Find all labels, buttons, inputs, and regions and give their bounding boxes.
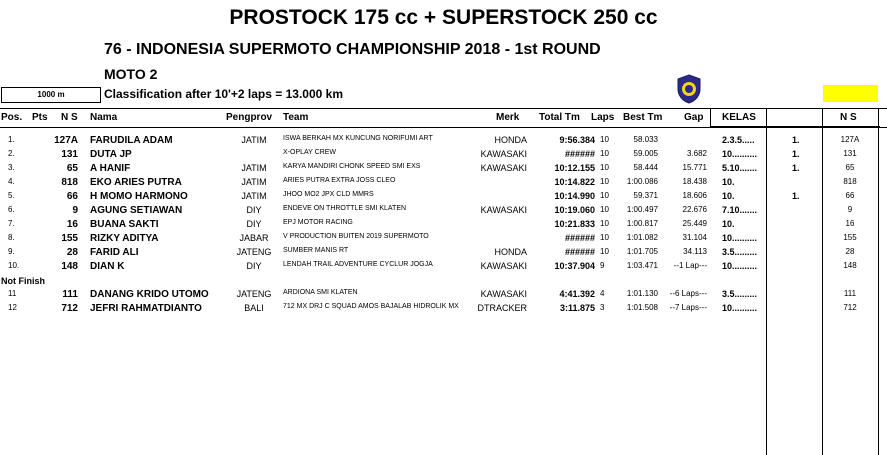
cell-gap: 18.438 [682, 177, 707, 186]
cell-pos: 11 [8, 289, 17, 298]
table-row [0, 191, 887, 203]
cell-kpos: 1. [792, 191, 800, 201]
col-header-pengprov: Pengprov [226, 112, 273, 123]
event-subtitle: 76 - INDONESIA SUPERMOTO CHAMPIONSHIP 2018 - 1st ROUND [104, 41, 601, 58]
cell-merk: KAWASAKI [480, 205, 527, 215]
col-header-team: Team [283, 112, 309, 123]
cell-pos: 12 [8, 303, 17, 312]
cell-laps: 10 [600, 205, 609, 214]
table-row [0, 303, 887, 315]
cell-total: ###### [564, 247, 595, 257]
cell-team: ISWA BERKAH MX KUNCUNG NORIFUMI ART [283, 135, 433, 142]
cell-nama: FARUDILA ADAM [90, 135, 173, 146]
cell-kelas: 10.......... [722, 303, 758, 313]
cell-laps: 10 [600, 233, 609, 242]
cell-pos: 7. [8, 219, 15, 228]
cell-kpos: 1. [792, 149, 800, 159]
table-row [0, 289, 887, 301]
cell-kelas: 10.......... [722, 233, 758, 243]
cell-kelas: 10. [722, 219, 735, 229]
cell-team: V PRODUCTION BUITEN 2019 SUPERMOTO [283, 233, 429, 240]
cell-total: 3:11.875 [559, 303, 595, 313]
table-row [0, 205, 887, 217]
cell-ns2: 16 [845, 219, 855, 228]
cell-laps: 10 [600, 177, 609, 186]
kelas-header-bottom-rule [710, 126, 880, 128]
cell-total: ###### [564, 233, 595, 243]
cell-laps: 10 [600, 247, 609, 256]
table-row [0, 135, 887, 147]
cell-best: 59.371 [633, 191, 658, 200]
cell-best: 1:00.817 [626, 219, 658, 228]
not-finish-label: Not Finish [1, 276, 45, 286]
cell-ns: 66 [66, 191, 78, 202]
cell-ns2: 28 [845, 247, 855, 256]
cell-pengprov: JATENG [236, 289, 272, 299]
cell-kelas: 7.10....... [722, 205, 758, 215]
cell-nama: RIZKY ADITYA [90, 233, 159, 244]
cell-laps: 9 [600, 261, 605, 270]
cell-ns: 16 [66, 219, 78, 230]
cell-pengprov: JATIM [241, 135, 267, 145]
table-row [0, 261, 887, 273]
cell-ns2: 155 [843, 233, 857, 242]
cell-pos: 2. [8, 149, 15, 158]
cell-total: 4:41.392 [559, 289, 595, 299]
cell-pengprov: JATENG [236, 247, 272, 257]
cell-team: JHOO MO2 JPX CLD MMRS [283, 191, 374, 198]
col-header-pos: Pos. [1, 112, 23, 123]
cell-team: SUMBER MANIS RT [283, 247, 349, 254]
table-row [0, 233, 887, 245]
cell-best: 1:01.508 [626, 303, 658, 312]
cell-best: 1:00.497 [626, 205, 658, 214]
cell-nama: H MOMO HARMONO [90, 191, 188, 202]
cell-merk: KAWASAKI [480, 149, 527, 159]
cell-merk: DTRACKER [477, 303, 527, 313]
cell-pos: 3. [8, 163, 15, 172]
cell-merk: KAWASAKI [480, 261, 527, 271]
col-header-best: Best Tm [623, 112, 663, 123]
cell-pengprov: JABAR [239, 233, 269, 243]
cell-gap: --7 Laps--- [669, 303, 707, 312]
cell-laps: 10 [600, 163, 609, 172]
distance-box: 1000 m [1, 87, 101, 103]
cell-gap: --6 Laps--- [669, 289, 707, 298]
cell-gap: 3.682 [686, 149, 707, 158]
cell-nama: DIAN K [90, 261, 125, 272]
cell-pos: 5. [8, 191, 15, 200]
cell-pengprov: BALI [244, 303, 264, 313]
cell-kelas: 10.......... [722, 149, 758, 159]
table-row [0, 247, 887, 259]
cell-merk: KAWASAKI [480, 163, 527, 173]
cell-total: 10:14.822 [554, 177, 595, 187]
cell-best: 1:00.086 [626, 177, 658, 186]
cell-gap: 31.104 [682, 233, 707, 242]
cell-laps: 10 [600, 191, 609, 200]
cell-ns2: 9 [847, 205, 853, 214]
cell-ns: 65 [66, 163, 78, 174]
kelas-left-rule [710, 108, 711, 128]
cell-pos: 8. [8, 233, 15, 242]
cell-laps: 10 [600, 135, 609, 144]
col-header-merk: Merk [496, 112, 520, 123]
cell-team: EPJ MOTOR RACING [283, 219, 353, 226]
cell-total: 10:37.904 [554, 261, 595, 271]
cell-pos: 9. [8, 247, 15, 256]
cell-laps: 10 [600, 219, 609, 228]
cell-ns: 712 [61, 303, 78, 314]
classification-text: Classification after 10'+2 laps = 13.000 km [104, 87, 343, 101]
cell-ns2: 66 [845, 191, 855, 200]
cell-kelas: 10.......... [722, 261, 758, 271]
cell-pengprov: JATIM [241, 163, 267, 173]
cell-team: KARYA MANDIRI CHONK SPEED SMI EXS [283, 163, 421, 170]
cell-total: ###### [564, 149, 595, 159]
cell-best: 59.005 [633, 149, 658, 158]
cell-ns2: 148 [843, 261, 857, 270]
cell-best: 58.444 [633, 163, 658, 172]
cell-laps: 10 [600, 149, 609, 158]
cell-ns2: 712 [843, 303, 857, 312]
cell-gap: 22.676 [682, 205, 707, 214]
cell-nama: EKO ARIES PUTRA [90, 177, 182, 188]
cell-pengprov: DIY [246, 219, 262, 229]
cell-pos: 10. [8, 261, 20, 270]
cell-ns: 818 [61, 177, 78, 188]
cell-best: 1:03.471 [626, 261, 658, 270]
cell-pos: 1. [8, 135, 15, 144]
cell-best: 1:01.082 [626, 233, 658, 242]
col-header-ns: N S [61, 112, 78, 123]
cell-ns2: 131 [843, 149, 857, 158]
cell-ns: 131 [61, 149, 78, 160]
cell-kelas: 10. [722, 177, 735, 187]
cell-nama: AGUNG SETIAWAN [90, 205, 183, 216]
col-header-total: Total Tm [539, 112, 580, 123]
cell-ns2: 127A [840, 135, 860, 144]
cell-pengprov: JATIM [241, 177, 267, 187]
cell-team: LENDAH TRAIL ADVENTURE CYCLUR JOGJA [283, 261, 433, 268]
cell-kelas: 3.5......... [722, 289, 758, 299]
federation-logo-icon [676, 74, 702, 104]
cell-best: 58.033 [633, 135, 658, 144]
page-title: PROSTOCK 175 cc + SUPERSTOCK 250 cc [229, 6, 658, 29]
cell-ns: 28 [66, 247, 78, 258]
cell-ns2: 111 [843, 289, 857, 298]
cell-team: X-OPLAY CREW [283, 149, 337, 156]
cell-total: 10:19.060 [554, 205, 595, 215]
cell-kelas: 10. [722, 191, 735, 201]
cell-ns: 155 [61, 233, 78, 244]
cell-ns: 127A [54, 135, 78, 146]
cell-laps: 3 [600, 303, 605, 312]
cell-nama: DUTA JP [90, 149, 132, 160]
cell-kpos: 1. [792, 135, 800, 145]
cell-pengprov: DIY [246, 205, 262, 215]
cell-total: 10:14.990 [554, 191, 595, 201]
cell-total: 10:21.833 [554, 219, 595, 229]
cell-pos: 6. [8, 205, 15, 214]
cell-gap: 34.113 [683, 247, 707, 256]
cell-nama: A HANIF [90, 163, 131, 174]
cell-gap: 15.771 [682, 163, 707, 172]
cell-nama: BUANA SAKTI [90, 219, 159, 230]
cell-pengprov: DIY [246, 261, 262, 271]
highlight-cell [823, 85, 878, 102]
cell-laps: 4 [600, 289, 605, 298]
cell-best: 1:01.705 [626, 247, 658, 256]
cell-total: 9:56.384 [559, 135, 595, 145]
cell-ns: 9 [72, 205, 78, 216]
cell-kpos: 1. [792, 163, 800, 173]
col-header-gap: Gap [684, 112, 704, 123]
cell-kelas: 5.10....... [722, 163, 758, 173]
cell-ns2: 65 [845, 163, 855, 172]
col-header-kelas: KELAS [722, 112, 756, 123]
cell-ns: 148 [61, 261, 78, 272]
cell-ns: 111 [62, 289, 78, 300]
cell-pos: 4. [8, 177, 15, 186]
moto-label: MOTO 2 [104, 66, 158, 82]
col-header-nama: Nama [90, 112, 118, 123]
cell-merk: HONDA [494, 247, 527, 257]
table-row [0, 149, 887, 161]
col-header-ns2: N S [840, 112, 857, 123]
cell-kelas: 2.3.5..... [722, 135, 755, 145]
cell-ns2: 818 [843, 177, 857, 186]
cell-kelas: 3.5......... [722, 247, 758, 257]
cell-nama: FARID ALI [90, 247, 139, 258]
cell-gap: --1 Lap--- [673, 261, 707, 270]
table-row [0, 219, 887, 231]
col-header-laps: Laps [591, 112, 615, 123]
cell-merk: KAWASAKI [480, 289, 527, 299]
col-header-pts: Pts [32, 112, 48, 123]
cell-gap: 25.449 [682, 219, 707, 228]
cell-nama: JEFRI RAHMATDIANTO [90, 303, 202, 314]
table-row [0, 177, 887, 189]
cell-gap: 18.606 [682, 191, 707, 200]
cell-team: ENDEVE ON THROTTLE SMI KLATEN [283, 205, 407, 212]
header-top-rule [0, 108, 887, 109]
cell-team: 712 MX DRJ C SQUAD AMOS BAJALAB HIDROLIK MX [283, 303, 459, 310]
cell-team: ARDIONA SMI KLATEN [283, 289, 358, 296]
cell-nama: DANANG KRIDO UTOMO [90, 289, 209, 300]
cell-total: 10:12.155 [554, 163, 595, 173]
cell-team: ARIES PUTRA EXTRA JOSS CLEO [283, 177, 396, 184]
table-row [0, 163, 887, 175]
cell-pengprov: JATIM [241, 191, 267, 201]
cell-best: 1:01.130 [626, 289, 658, 298]
cell-merk: HONDA [494, 135, 527, 145]
